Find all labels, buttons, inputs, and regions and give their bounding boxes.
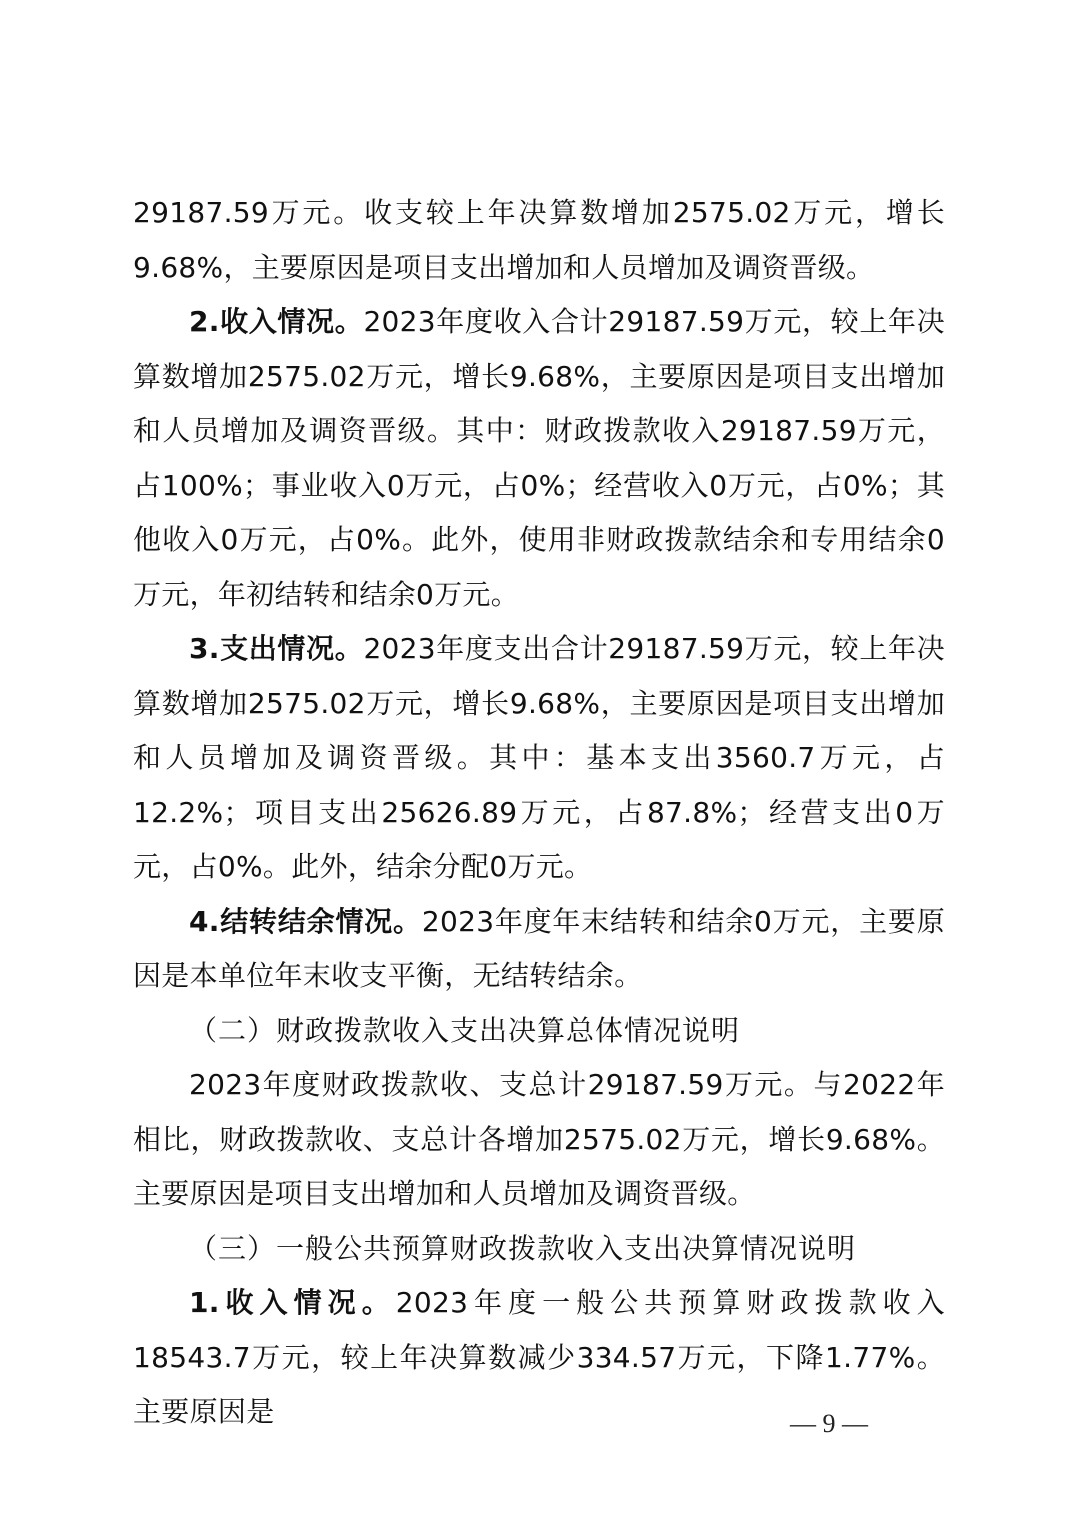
paragraph-carryover [133, 895, 945, 1004]
section-heading-fiscal-overall: （二）财政拨款收入支出决算总体情况说明 [189, 1013, 741, 1047]
paragraph-text: 2023年度支出合计29187.59万元，较上年决算数增加2575.02万元，增长9.68%，主要原因是项目支出增加和人员增加及调资晋级。其中：基本支出3560.7万元，占12.2%；项目支出25626.89万元，占87.8%；经营支出0万元，占0%。此外，结余分配0万元。 [133, 632, 945, 883]
paragraph-text: 29187.59万元。收支较上年决算数增加2575.02万元，增长9.68%，主要原因是项目支出增加和人员增加及调资晋级。 [133, 196, 945, 284]
paragraph-text: 2023年度年末结转和结余0万元，主要原因是本单位年末收支平衡，无结转结余。 [133, 904, 945, 992]
paragraph-fiscal-overall [133, 1058, 945, 1222]
paragraph-expenditure [133, 622, 945, 895]
paragraph-income [133, 295, 945, 622]
paragraph-text: 2023年度一般公共预算财政拨款收入18543.7万元，较上年决算数减少334.57万元，下降1.77%。主要原因是 [133, 1286, 945, 1428]
paragraph-text: 2023年度收入合计29187.59万元，较上年决算数增加2575.02万元，增长9.68%，主要原因是项目支出增加和人员增加及调资晋级。其中：财政拨款收入29187.59万元，占100%；事业收入0万元，占0%；经营收入0万元，占0%；其他收入0万元，占0%。此外，使用非财政拨款结余和专用结余0万元，年初结转和结余0万元。 [133, 305, 945, 611]
document-page [133, 186, 945, 1440]
paragraph-heading: 4.结转结余情况。 [189, 904, 422, 938]
paragraph-summary [133, 186, 945, 295]
paragraph-heading: 3.支出情况。 [189, 632, 364, 665]
paragraph-heading: 1.收入情况。 [189, 1286, 396, 1319]
paragraph-text: 2023年度财政拨款收、支总计29187.59万元。与2022年相比，财政拨款收、支总计各增加2575.02万元，增长9.68%。主要原因是项目支出增加和人员增加及调资晋级。 [133, 1068, 945, 1210]
paragraph-heading: 2.收入情况。 [189, 305, 364, 338]
page-number: — 9 — [790, 1409, 868, 1438]
section-heading-general-budget: （三）一般公共预算财政拨款收入支出决算情况说明 [189, 1231, 857, 1265]
